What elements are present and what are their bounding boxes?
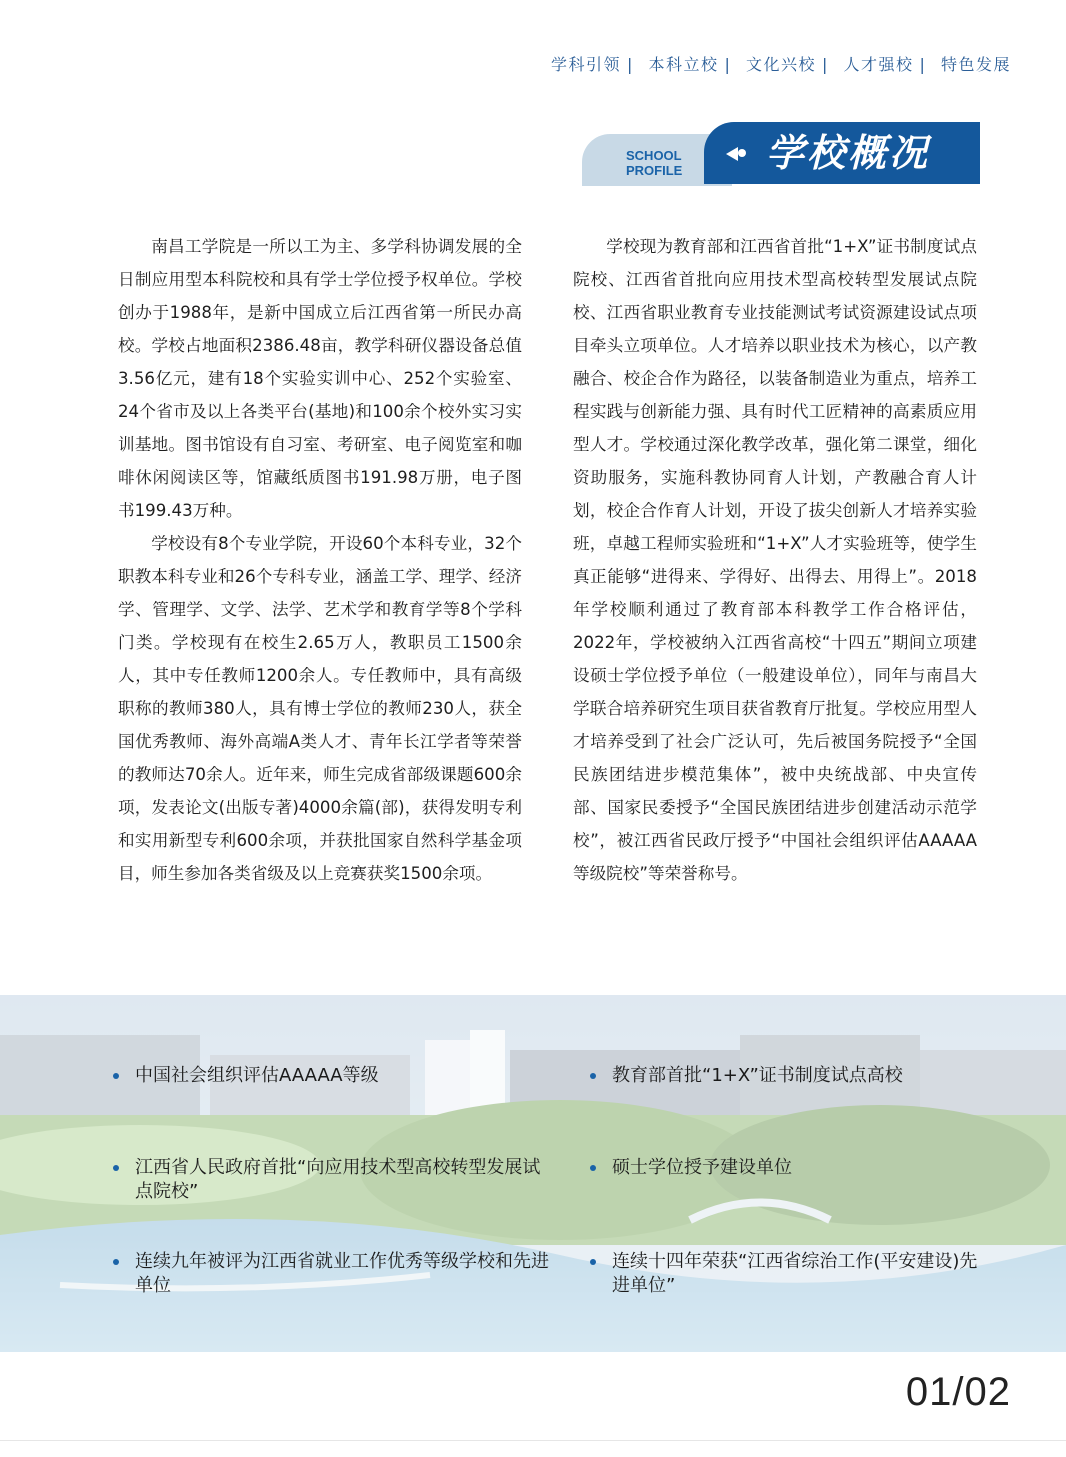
paragraph: 学校现为教育部和江西省首批“1+X”证书制度试点院校、江西省首批向应用技术型高校转型发展试点院校、江西省职业教育专业技能测试考试资源建设试点项目牵头立项单位。人才培养以职业技术为核心，以产教融合、校企合作为路径，以装备制造业为重点，培养工程实践与创新能力强、具有时代工匠精神的高素质应用型人才。学校通过深化教学改革，强化第二课堂，细化资助服务，实施科教协同育人计划，产教融合育人计划，校企合作育人计划，开设了拔尖创新人才培养实验班，卓越工程师实验班和“1+X”人才实验班等，使学生真正能够“进得来、学得好、出得去、用得上”。2018年学校顺利通过了教育部本科教学工作合格评估，2022年，学校被纳入江西省高校“十四五”期间立项建设硕士学位授予单位（一般建设单位），同年与南昌大学联合培养研究生项目获省教育厅批复。学校应用型人才培养受到了社会广泛认可，先后被国务院授予“全国民族团结进步模范集体”，被中央统战部、中央宣传部、国家民委授予“全国民族团结进步创建活动示范学校”，被江西省民政厅授予“中国社会组织评估AAAAA等级院校”等荣誉称号。 — [573, 237, 977, 883]
separator: | — [822, 55, 829, 74]
slogan-4: 人才强校 — [843, 55, 914, 74]
page-number: 01/02 — [905, 1370, 1011, 1414]
bullet-icon — [113, 1165, 119, 1171]
achievement-text: 中国社会组织评估AAAAA等级 — [135, 1065, 379, 1086]
slogan-1: 学科引领 — [550, 55, 621, 74]
section-title: 学校概况 — [766, 131, 931, 175]
right-column — [573, 230, 977, 890]
achievement-text: 硕士学位授予建设单位 — [612, 1157, 792, 1178]
bottom-divider — [0, 1440, 1066, 1441]
left-column — [118, 230, 522, 890]
achievement-item — [113, 1250, 555, 1298]
bullet-icon — [113, 1259, 119, 1265]
bullet-icon — [590, 1165, 596, 1171]
achievement-text: 江西省人民政府首批“向应用技术型高校转型发展试点院校” — [135, 1157, 541, 1202]
achievement-text: 教育部首批“1+X”证书制度试点高校 — [612, 1065, 903, 1086]
bullet-icon — [113, 1073, 119, 1079]
paragraph: 南昌工学院是一所以工为主、多学科协调发展的全日制应用型本科院校和具有学士学位授予权单位。学校创办于1988年，是新中国成立后江西省第一所民办高校。学校占地面积2386.48亩，教学科研仪器设备总值3.56亿元，建有18个实验实训中心、252个实验室、24个省市及以上各类平台(基地)和100余个校外实习实训基地。图书馆设有自习室、考研室、电子阅览室和咖啡休闲阅读区等，馆藏纸质图书191.98万册，电子图书199.43万种。 — [118, 237, 522, 520]
achievement-item — [590, 1250, 992, 1298]
bullet-icon — [590, 1259, 596, 1265]
slogan-5: 特色发展 — [940, 55, 1011, 74]
achievement-item — [590, 1064, 1032, 1088]
slogan-2: 本科立校 — [648, 55, 719, 74]
separator: | — [724, 55, 732, 74]
section-title-en-line2: PROFILE — [626, 163, 683, 178]
separator: | — [627, 55, 634, 74]
achievement-item — [590, 1156, 1032, 1180]
arrow-left-icon — [726, 147, 738, 161]
achievement-text: 连续九年被评为江西省就业工作优秀等级学校和先进单位 — [135, 1251, 549, 1296]
achievement-text: 连续十四年荣获“江西省综治工作(平安建设)先进单位” — [612, 1251, 978, 1296]
section-title-en — [626, 148, 682, 178]
slogan-3: 文化兴校 — [745, 55, 816, 74]
achievement-item — [113, 1064, 565, 1088]
top-slogan-nav — [551, 52, 1011, 75]
section-header — [582, 122, 982, 186]
separator: | — [919, 55, 927, 74]
section-title-en-line1: SCHOOL — [626, 148, 682, 163]
dot-icon — [738, 149, 746, 157]
paragraph: 学校设有8个专业学院，开设60个本科专业，32个职教本科专业和26个专科专业，涵盖工学、理学、经济学、管理学、文学、法学、艺术学和教育学等8个学科门类。学校现有在校生2.65万人，教职员工1500余人，其中专任教师1200余人。专任教师中，具有高级职称的教师380人，具有博士学位的教师230人，获全国优秀教师、海外高端A类人才、青年长江学者等荣誉的教师达70余人。近年来，师生完成省部级课题600余项，发表论文(出版专著)4000余篇(部)，获得发明专利和实用新型专利600余项，并获批国家自然科学基金项目，师生参加各类省级及以上竞赛获奖1500余项。 — [118, 534, 522, 883]
achievement-item — [113, 1156, 555, 1204]
header-dark-tab — [704, 122, 980, 184]
bullet-icon — [590, 1073, 596, 1079]
